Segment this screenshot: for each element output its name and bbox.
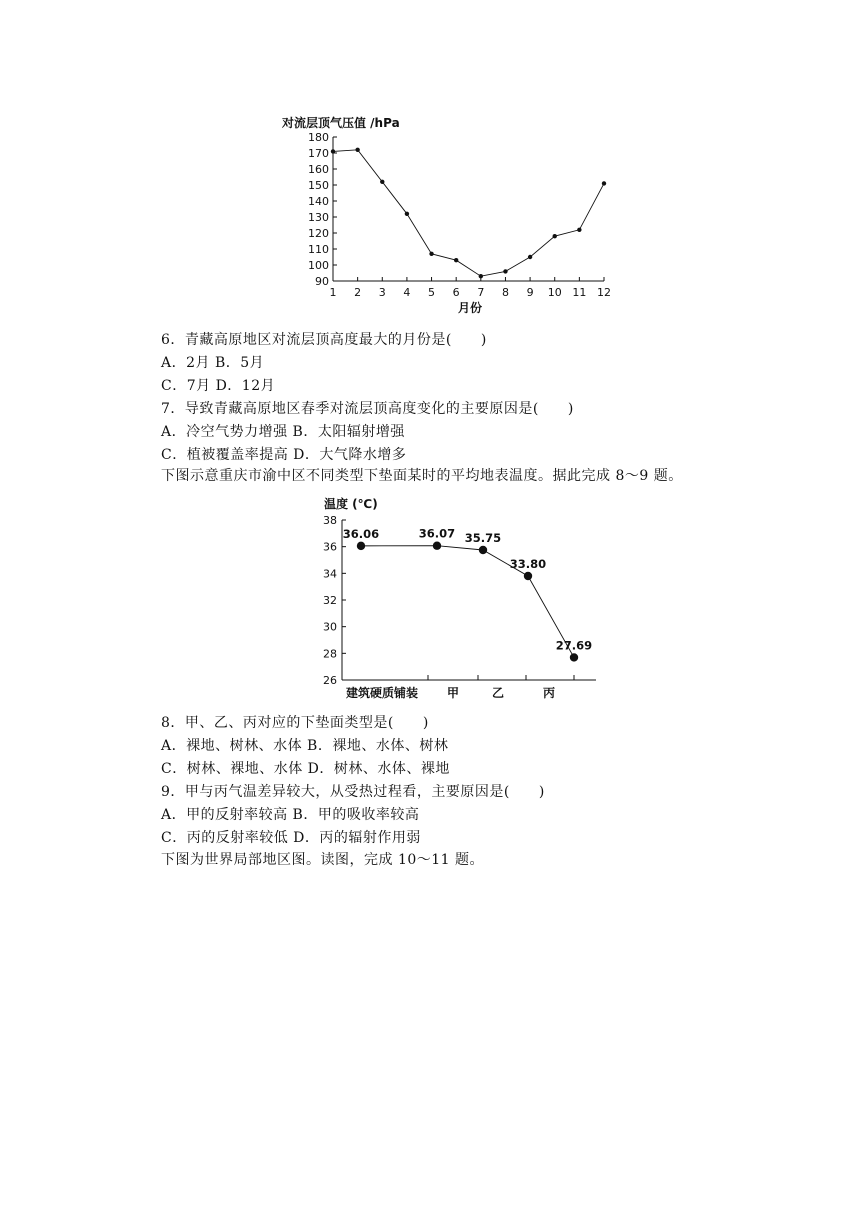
chart2-y-tick-label: 34 bbox=[323, 567, 337, 581]
chart2-x-category-label: 甲 bbox=[446, 686, 460, 700]
chart2-y-tick-label: 36 bbox=[323, 540, 337, 554]
chart1-y-tick-label: 110 bbox=[308, 243, 329, 256]
chart1-data-point bbox=[355, 148, 359, 152]
chart2-data-point bbox=[570, 653, 578, 661]
chart1-x-tick-label: 11 bbox=[572, 286, 587, 299]
surface-temperature-chart bbox=[310, 492, 600, 710]
chart1-x-tick-label: 12 bbox=[597, 286, 611, 299]
chart1-x-tick-label: 9 bbox=[526, 286, 534, 299]
intro-8-9: 下图示意重庆市渝中区不同类型下垫面某时的平均地表温度。据此完成 8～9 题。 bbox=[161, 468, 683, 484]
chart2-data-label: 35.75 bbox=[464, 531, 502, 545]
chart2-y-tick-label: 26 bbox=[323, 674, 337, 687]
chart2-ylabel: 温度 (℃) bbox=[324, 497, 378, 511]
chart1-y-tick-label: 100 bbox=[308, 259, 329, 272]
chart1-x-tick-label: 4 bbox=[403, 286, 411, 299]
chart2-x-category-label: 建筑硬质铺装 bbox=[345, 686, 419, 700]
chart2-x-category-label: 丙 bbox=[542, 686, 556, 700]
chart1-data-point bbox=[380, 180, 384, 184]
chart2-data-label: 33.80 bbox=[509, 557, 547, 571]
chart1-y-tick-label: 90 bbox=[315, 275, 329, 288]
chart1-y-tick-label: 130 bbox=[308, 211, 329, 224]
chart2-y-tick-label: 30 bbox=[323, 620, 337, 634]
tropopause-pressure-chart bbox=[270, 110, 630, 320]
q9-option-cd: C．丙的反射率较低 D．丙的辐射作用弱 bbox=[161, 830, 421, 846]
q8-option-ab: A．裸地、树林、水体 B．裸地、水体、树林 bbox=[161, 738, 449, 754]
chart1-series-line bbox=[333, 150, 604, 276]
chart1-x-tick-label: 8 bbox=[501, 286, 509, 299]
chart1-x-tick-label: 1 bbox=[329, 286, 337, 299]
chart1-series bbox=[331, 148, 606, 279]
chart1-x-tick-label: 5 bbox=[428, 286, 436, 299]
chart2-data-label: 36.06 bbox=[342, 526, 380, 541]
chart1-data-point bbox=[503, 269, 507, 273]
chart1-x-tick-label: 3 bbox=[378, 286, 386, 299]
q9-option-ab: A．甲的反射率较高 B．甲的吸收率较高 bbox=[161, 807, 420, 823]
chart1-data-point bbox=[331, 149, 335, 153]
chart2-data-point bbox=[524, 572, 532, 580]
chart2-series bbox=[343, 527, 592, 662]
chart2-data-label: 36.07 bbox=[418, 526, 456, 541]
chart2-data-label: 27.69 bbox=[555, 638, 593, 653]
chart1-ylabel: 对流层顶气压值 /hPa bbox=[282, 116, 400, 130]
chart1-ticks bbox=[308, 131, 611, 299]
chart2-data-point bbox=[479, 546, 487, 554]
chart1-data-point bbox=[553, 234, 557, 238]
q6-option-cd: C．7月 D．12月 bbox=[161, 378, 276, 394]
chart2-data-point bbox=[433, 542, 441, 550]
chart2-x-category-label: 乙 bbox=[491, 686, 505, 700]
q8-option-cd: C．树林、裸地、水体 D．树林、水体、裸地 bbox=[161, 761, 450, 777]
chart1-y-tick-label: 170 bbox=[308, 147, 329, 160]
chart1-data-point bbox=[405, 212, 409, 216]
chart1-x-tick-label: 6 bbox=[452, 286, 460, 299]
chart2-y-tick-label: 32 bbox=[323, 594, 337, 607]
chart1-data-point bbox=[479, 274, 483, 278]
chart1-data-point bbox=[454, 258, 458, 262]
chart2-y-tick-label: 38 bbox=[323, 514, 337, 527]
chart1-data-point bbox=[528, 255, 532, 259]
chart1-data-point bbox=[577, 228, 581, 232]
chart1-y-tick-label: 160 bbox=[308, 163, 329, 176]
chart1-y-tick-label: 140 bbox=[308, 195, 329, 208]
chart1-axes bbox=[333, 137, 604, 281]
chart1-x-tick-label: 7 bbox=[477, 286, 485, 299]
chart1-xlabel: 月份 bbox=[457, 301, 483, 315]
chart1-y-tick-label: 150 bbox=[308, 179, 329, 192]
chart2-data-point bbox=[357, 542, 365, 550]
intro-10-11: 下图为世界局部地区图。读图，完成 10～11 题。 bbox=[161, 852, 485, 868]
chart1-y-tick-label: 180 bbox=[308, 131, 329, 144]
chart2-y-tick-label: 28 bbox=[323, 647, 337, 661]
q7-stem: 7．导致青藏高原地区春季对流层顶高度变化的主要原因是( ) bbox=[161, 401, 574, 417]
q9-stem: 9．甲与丙气温差异较大，从受热过程看，主要原因是( ) bbox=[161, 784, 545, 800]
chart1-y-tick-label: 120 bbox=[308, 227, 329, 240]
q6-stem: 6．青藏高原地区对流层顶高度最大的月份是( ) bbox=[161, 332, 487, 348]
q8-stem: 8．甲、乙、丙对应的下垫面类型是( ) bbox=[161, 715, 429, 731]
q7-option-cd: C．植被覆盖率提高 D．大气降水增多 bbox=[161, 447, 407, 463]
chart1-x-tick-label: 2 bbox=[354, 286, 362, 299]
chart1-data-point bbox=[429, 252, 433, 256]
chart1-x-tick-label: 10 bbox=[547, 286, 562, 299]
q7-option-ab: A．冷空气势力增强 B．太阳辐射增强 bbox=[161, 424, 405, 440]
q6-option-ab: A．2月 B．5月 bbox=[161, 355, 265, 371]
chart1-data-point bbox=[602, 181, 606, 185]
